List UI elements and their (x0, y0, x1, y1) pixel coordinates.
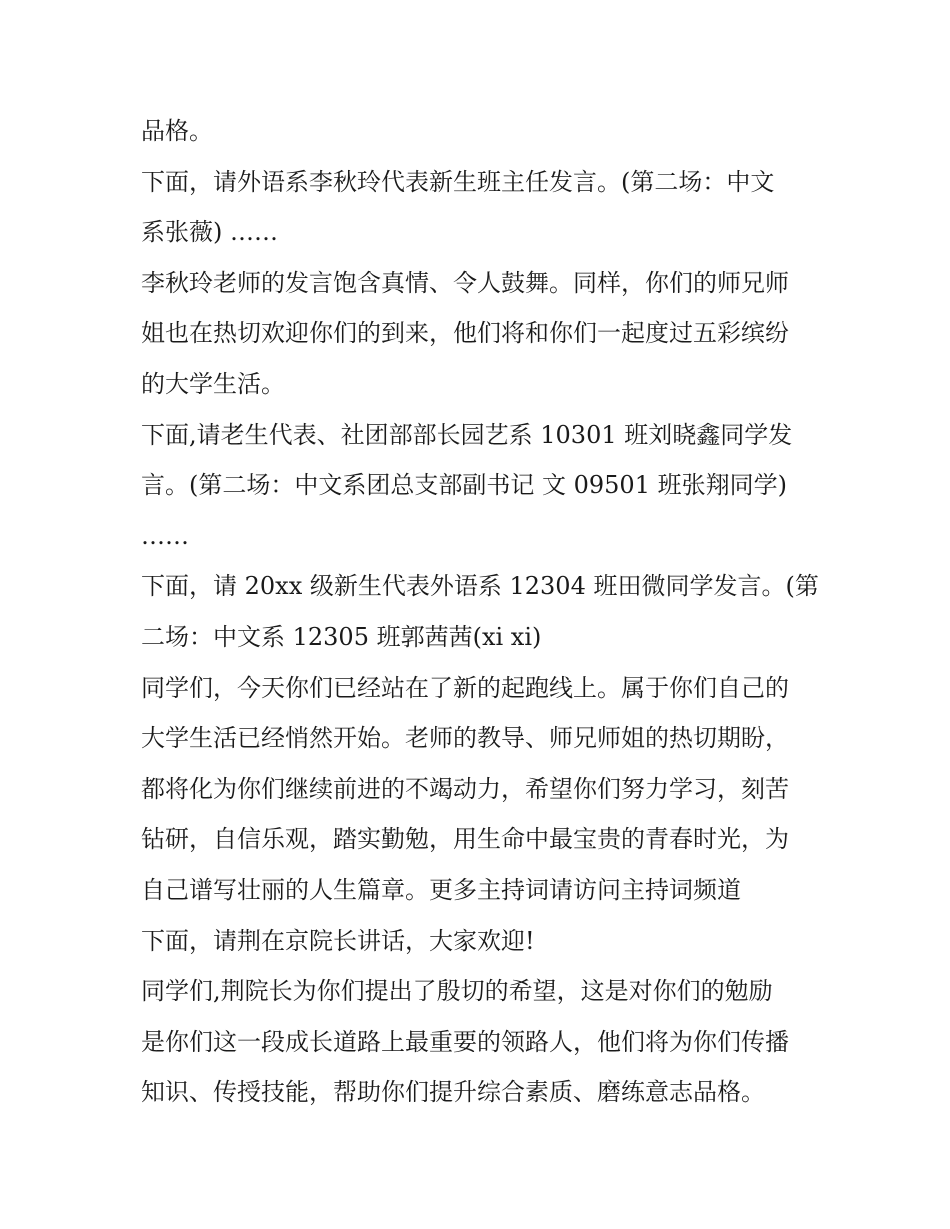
text-line: …… (141, 521, 189, 550)
text-line: 下面，请 20xx 级新生代表外语系 12304 班田微同学发言。(第 (141, 572, 819, 601)
text-line: 下面，请荆在京院长讲话，大家欢迎! (141, 926, 535, 955)
document-body (141, 106, 821, 1118)
text-line: 李秋玲老师的发言饱含真情、令人鼓舞。同样，你们的师兄师 (141, 268, 789, 297)
text-line: 是你们这一段成长道路上最重要的领路人，他们将为你们传播 (141, 1027, 789, 1056)
text-line: 同学们，今天你们已经站在了新的起跑线上。属于你们自己的 (141, 673, 789, 702)
text-line: 都将化为你们继续前进的不竭动力，希望你们努力学习，刻苦 (141, 774, 789, 803)
text-line: 下面,请老生代表、社团部部长园艺系 10301 班刘晓鑫同学发 (141, 420, 793, 449)
text-line: 同学们,荆院长为你们提出了殷切的希望，这是对你们的勉励 (141, 977, 773, 1006)
text-line: 二场：中文系 12305 班郭茜茜(xi xi) (141, 622, 542, 651)
text-line: 的大学生活。 (141, 369, 285, 398)
text-line: 下面，请外语系李秋玲代表新生班主任发言。(第二场：中文 (141, 167, 775, 196)
text-line: 系张薇) …… (141, 218, 278, 247)
text-line: 自己谱写壮丽的人生篇章。更多主持词请访问主持词频道 (141, 875, 741, 904)
text-line: 钻研，自信乐观，踏实勤勉，用生命中最宝贵的青春时光，为 (141, 825, 789, 854)
text-line: 知识、传授技能，帮助你们提升综合素质、磨练意志品格。 (141, 1078, 765, 1107)
text-line: 大学生活已经悄然开始。老师的教导、师兄师姐的热切期盼， (141, 724, 789, 753)
text-line: 品格。 (141, 117, 213, 145)
text-line: 言。(第二场：中文系团总支部副书记 文 09501 班张翔同学) (141, 471, 787, 500)
text-line: 姐也在热切欢迎你们的到来，他们将和你们一起度过五彩缤纷 (141, 319, 789, 348)
